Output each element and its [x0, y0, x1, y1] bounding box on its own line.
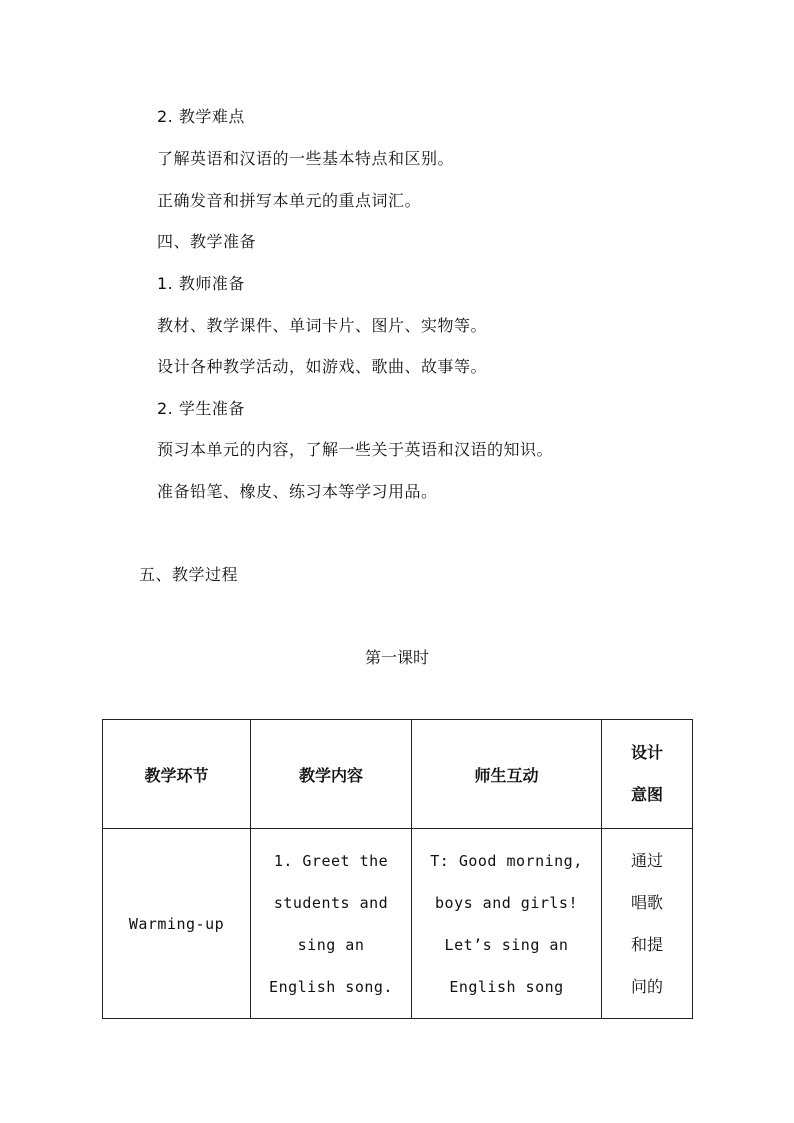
interaction-line-2: boys and girls! [435, 893, 578, 912]
paragraph-difficulty-1: 了解英语和汉语的一些基本特点和区别。 [157, 149, 455, 168]
intent-line-1: 通过 [630, 850, 663, 870]
header-stage-text: 教学环节 [144, 765, 209, 785]
cell-content [251, 829, 412, 1019]
cell-intent [602, 829, 693, 1019]
paragraph-difficulty-2: 正确发音和拼写本单元的重点词汇。 [157, 191, 422, 210]
cell-stage [103, 829, 251, 1019]
paragraph-teacher-prep-2: 设计各种教学活动，如游戏、歌曲、故事等。 [157, 357, 488, 376]
header-cell-intent [602, 720, 693, 829]
section-heading-teaching-process: 五、教学过程 [139, 565, 239, 584]
intent-line-3: 和提 [630, 934, 663, 954]
header-intent-line-1: 设计 [630, 743, 663, 762]
cell-interaction [412, 829, 602, 1019]
header-content-text: 教学内容 [298, 765, 363, 785]
section-heading-teaching-preparation: 四、教学准备 [157, 232, 257, 251]
paragraph-teacher-prep-1: 教材、教学课件、单词卡片、图片、实物等。 [157, 316, 488, 335]
section-heading-student-preparation: 2. 学生准备 [157, 399, 245, 418]
table-row [103, 829, 693, 1019]
header-cell-interaction [412, 720, 602, 829]
header-cell-stage [103, 720, 251, 829]
table-header-row [103, 720, 693, 829]
section-heading-teacher-preparation: 1. 教师准备 [157, 274, 245, 293]
content-line-1: 1. Greet the [273, 851, 389, 870]
content-line-4: English song. [269, 977, 393, 996]
header-intent-line-2: 意图 [630, 785, 663, 804]
paragraph-student-prep-2: 准备铅笔、橡皮、练习本等学习用品。 [157, 482, 438, 501]
content-line-3: sing an [297, 935, 365, 954]
header-cell-content [251, 720, 412, 829]
lesson-plan-table [102, 719, 693, 1019]
interaction-line-1: T: Good morning, [430, 851, 583, 870]
content-line-2: students and [273, 893, 389, 912]
session-title: 第一课时 [364, 648, 429, 667]
header-interaction-text: 师生互动 [474, 765, 539, 785]
interaction-line-3: Let’s sing an [444, 935, 569, 954]
interaction-line-4: English song [449, 977, 564, 996]
paragraph-student-prep-1: 预习本单元的内容，了解一些关于英语和汉语的知识。 [157, 440, 554, 459]
intent-line-4: 问的 [630, 976, 663, 996]
section-heading-teaching-difficulties: 2. 教学难点 [157, 107, 245, 126]
stage-text: Warming-up [128, 915, 225, 933]
intent-line-2: 唱歌 [630, 892, 663, 912]
